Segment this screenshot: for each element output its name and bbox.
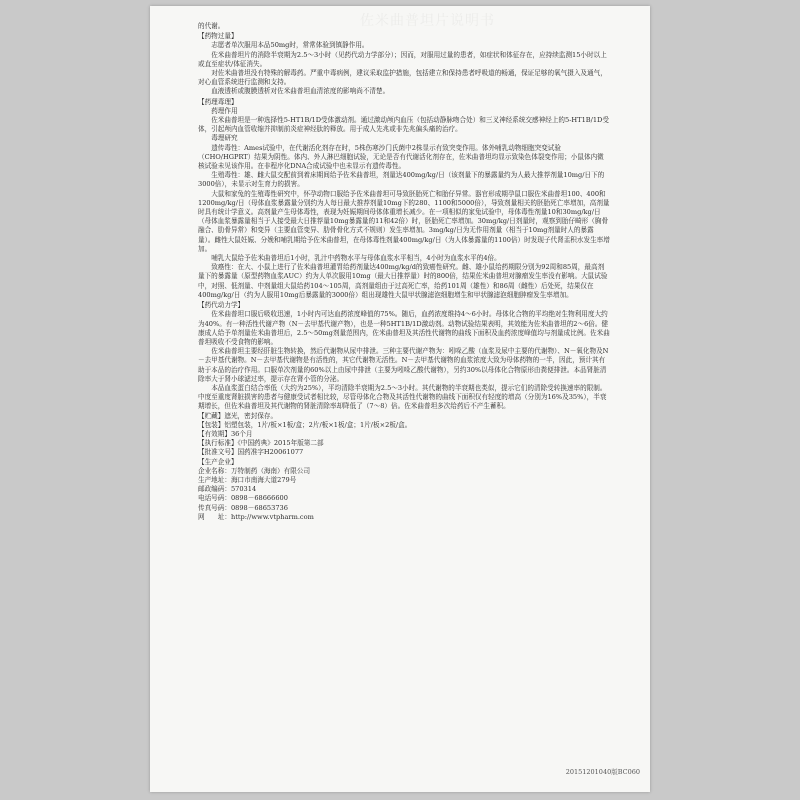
section-toxicology <box>198 98 610 300</box>
pharmacokinetics-paragraph: 佐米曲普坦口服后吸收迅速，1小时内可达血药浓度峰值的75%。随后，血药浓度维持4～6小时。母体化合物的平均绝对生物利用度大约为40%。有一种活性代谢产物（N－去甲基代谢产物），也是一种5HT1B/1D激动剂。动物试验结果表明，其效能为佐米曲普坦的2～6倍。健康成人给予单剂量佐米曲普坦后，2.5～50mg剂量范围内，佐米曲普坦及其活性代谢物的曲线下面积及血药浓度峰值均与剂量成比例。佐米曲普坦吸收不受食物的影响。 <box>198 310 610 346</box>
toxicology-subtitle: 毒理研究 <box>211 134 238 143</box>
validity-line: 【有效期】36个月 <box>198 429 253 438</box>
overdose-paragraph: 血液透析或腹膜透析对佐米曲普坦血清浓度的影响尚不清楚。 <box>211 87 390 96</box>
leaflet-sheet <box>150 6 650 792</box>
toxicology-heading: 【药理毒理】 <box>198 97 238 106</box>
manufacturer-heading: 【生产企业】 <box>198 457 238 466</box>
overdose-heading: 【药物过量】 <box>198 32 238 41</box>
pharmacokinetics-paragraph: 佐米曲普坦主要经肝脏生物转换，然后代谢物从尿中排泄。三种主要代谢产物为：吲哚乙酸（血浆及尿中主要的代谢物）、N－氧化物及N－去甲基代谢物。N－去甲基代谢物是有活性的，其它代谢物无活性。N－去甲基代谢物的血浆浓度大致为母体药物的一半，因此，预计其有助于本品的治疗作用。口服单次剂量的60%以上由尿中排泄（主要为吲哚乙酸代谢物），另约30%以母体化合物原形由粪便排泄。本品肾脏清除率大于肾小球滤过率，提示存在肾小管的分泌。 <box>198 347 609 383</box>
section-overdose <box>198 32 610 96</box>
genotoxicity-text: 遗传毒性：Ames试验中，在代谢活化剂存在时，5株伤寒沙门氏菌中2株显示有致突变作用。体外哺乳动物细胞突变试验（CHO/HGPRT）结果为阴性。体内、外人淋巴细胞试验，无论是否有代谢活化剂存在，佐米曲普坦均显示致染色体裂变作用；小鼠体内微核试验未见该作用。在非程序化DNA合成试验中也未显示有遗传毒性。 <box>198 143 604 171</box>
package-line: 【包装】铝塑包装，1片/板×1板/盒；2片/板×1板/盒；1片/板×2板/盒。 <box>198 420 412 429</box>
pharmacology-text: 佐米曲普坦是一种选择性5-HT1B/1D受体激动剂。通过激动颅内血压（包括动静脉吻合处）和三叉神经系统交感神经上的5-HT1B/1D受体，引起颅内血管收缩并抑制前炎症神经肽的释放。用于成人先兆或非先兆偏头痛的治疗。 <box>198 116 609 134</box>
section-manufacturer <box>198 458 610 522</box>
storage-line: 【贮藏】遮光，密封保存。 <box>198 411 278 420</box>
leaflet-content <box>198 22 610 522</box>
serial-code: 20151201040版BC060 <box>565 768 640 776</box>
overdose-paragraph: 志愿者单次服用本品50mg时，常常体验到镇静作用。 <box>211 41 369 50</box>
ghost-header-text: 佐米曲普坦片说明书 <box>360 13 495 29</box>
manufacturer-postcode: 邮政编码：570314 <box>198 485 257 494</box>
manufacturer-address: 生产地址：海口市南海大道279号 <box>198 475 297 484</box>
top-line: 的代谢。 <box>198 22 225 30</box>
standard-line: 【执行标准】《中国药典》2015年版第二部 <box>198 439 324 448</box>
manufacturer-phone: 电话号码：0898－68666600 <box>198 494 288 503</box>
manufacturer-name: 企业名称：万特制药（海南）有限公司 <box>198 466 311 475</box>
carcinogenicity-text: 致癌性：在大、小鼠上进行了佐米曲普坦灌胃给药剂量达400mg/kg/d的致癌性研究。雌、雄小鼠给药期限分别为92周和85周，最高剂量下的暴露量（原型药物血浆AUC）约为人单次服用10mg（最大日推荐量）时的800倍，结果佐米曲普坦对腺瘤发生率没有影响。大鼠试验中，对照、低剂量、中剂量组大鼠给药104～105周，高剂量组由于过高死亡率，给药101周（雄性）和86周（雌性）后处死，结果仅在400mg/kg/日（约为人服用10mg后暴露量的3000倍）组出现雄性大鼠甲状腺滤泡细胞增生和甲状腺滤泡细胞肿瘤发生率增加。 <box>198 263 608 299</box>
pharmacokinetics-paragraph: 本品血浆蛋白结合率低（大约为25%），平均清除半衰期为2.5～3小时。其代谢物的半衰期也类似，提示它们的清除受转换速率的限制。中度至重度肾脏损害的患者与健康受试者相比较，尽管母体化合物及其活性代谢物的曲线下面积仅有轻度的增高（分别为16%及35%），半衰期增长，但佐米曲普坦及其代谢物的肾脏清除率却降低了（7～8）倍。佐米曲普坦多次给药后不产生蓄积。 <box>198 383 607 411</box>
pharmacokinetics-heading: 【药代动力学】 <box>198 301 245 310</box>
approval-number-line: 【批准文号】国药准字H20061077 <box>198 448 304 457</box>
section-pharmacokinetics <box>198 301 610 411</box>
overdose-paragraph: 对佐米曲普坦没有特殊的解毒药。严重中毒病例，建议采取监护措施，包括建立和保持患者呼吸道的畅通，保证足够的氧气摄入及通气，对心血管系统进行监测和支持。 <box>198 69 607 87</box>
lactation-text: 哺乳大鼠给予佐米曲普坦后1小时，乳汁中药物水平与母体血浆水平相当，4小时为血浆水平的4倍。 <box>211 254 501 263</box>
manufacturer-website: 网 址：http://www.vtpharm.com <box>198 512 314 521</box>
teratology-text: 大鼠和家兔的生殖毒性研究中，怀孕动物口服给予佐米曲普坦可导致胚胎死亡和胎仔异常。器官形成期孕鼠口服佐米曲普坦100、400和1200mg/kg/日（母体血浆暴露量分别约为人每日最大推荐剂量10mg下的280、1100和5000倍），导致剂量相关的胚胎死亡率增加，高剂量时具有统计学意义。高剂量产生母体毒性，表现为妊娠期间母体体重增长减少。在一项相似的家兔试验中，母体毒性剂量10和30mg/kg/日（母体血浆暴露量相当于人接受最大日推荐量10mg暴露量的11和42倍）时，胚胎死亡率增加。30mg/kg/日剂量时，观察到胎仔畸形（胸骨融合、肋骨异常）和变异（主要血管变异、肋骨骨化方式不规则）发生率增加。3mg/kg/日为无作用剂量（相当于10mg剂量时人的暴露量）。雌性大鼠妊娠、分娩和哺乳期给予佐米曲普坦，在母体毒性剂量400mg/kg/日（为人体暴露量的1100倍）时发现子代肾盂积水发生率增加。 <box>198 189 610 253</box>
pharmacology-subtitle: 药理作用 <box>211 106 238 115</box>
overdose-paragraph: 佐米曲普坦片的消除半衰期为2.5～3小时（见药代动力学部分）；因而，对服用过量的患者，如症状和体征存在，应持续监测15小时以上或直至症状/体征消失。 <box>198 50 607 68</box>
manufacturer-fax: 传真号码：0898－68653736 <box>198 503 288 512</box>
reproductive-toxicity-text: 生殖毒性：雄、雌大鼠交配前到着床期间给予佐米曲普坦，剂量达400mg/kg/日（该剂量下的暴露量约为人最大推荐剂量10mg/日下的3000倍），未显示对生育力的损害。 <box>198 171 605 189</box>
